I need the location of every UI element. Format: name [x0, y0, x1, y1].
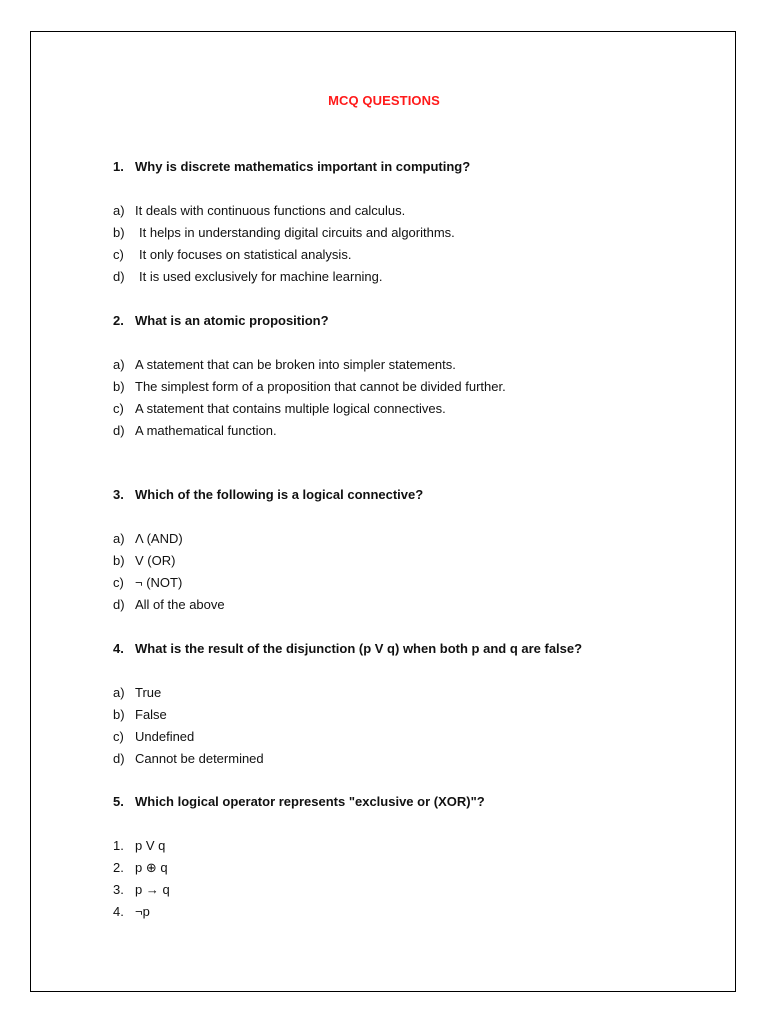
- option-text: p → q: [135, 882, 170, 897]
- option-label: c): [113, 247, 124, 262]
- page-title: MCQ QUESTIONS: [328, 93, 440, 108]
- option-text: False: [135, 707, 167, 722]
- option-text: Cannot be determined: [135, 751, 264, 766]
- option-label: a): [113, 531, 125, 546]
- option-text: A statement that contains multiple logical connectives.: [135, 401, 446, 416]
- option-label: a): [113, 357, 125, 372]
- question-text: What is the result of the disjunction (p V q) when both p and q are false?: [135, 641, 583, 656]
- option-text: ¬ (NOT): [135, 575, 183, 590]
- question-number: 2.: [113, 313, 124, 328]
- option-text: ¬p: [135, 904, 150, 919]
- option-text: It deals with continuous functions and calculus.: [135, 203, 406, 218]
- option-label: 3.: [113, 882, 124, 897]
- option-text: A statement that can be broken into simpler statements.: [135, 357, 456, 372]
- option-label: d): [113, 423, 125, 438]
- option-label: c): [113, 401, 124, 416]
- option-label: c): [113, 575, 124, 590]
- option-label: b): [113, 707, 125, 722]
- option-label: 2.: [113, 860, 124, 875]
- option-label: b): [113, 553, 125, 568]
- option-label: d): [113, 751, 125, 766]
- option-label: b): [113, 379, 125, 394]
- question-text: What is an atomic proposition?: [135, 313, 329, 328]
- question-text: Which of the following is a logical connective?: [135, 487, 424, 502]
- question-text: Why is discrete mathematics important in computing?: [135, 159, 471, 174]
- option-label: a): [113, 203, 125, 218]
- option-text: Λ (AND): [135, 531, 183, 546]
- question-number: 5.: [113, 794, 124, 809]
- question-number: 3.: [113, 487, 124, 502]
- option-label: c): [113, 729, 124, 744]
- option-label: a): [113, 685, 125, 700]
- option-text: The simplest form of a proposition that cannot be divided further.: [135, 379, 506, 394]
- question-number: 4.: [113, 641, 124, 656]
- option-text: It only focuses on statistical analysis.: [139, 247, 352, 262]
- option-text: True: [135, 685, 162, 700]
- option-label: 1.: [113, 838, 124, 853]
- option-text: p V q: [135, 838, 166, 853]
- option-label: d): [113, 597, 125, 612]
- option-text: Undefined: [135, 729, 195, 744]
- question-text: Which logical operator represents "exclusive or (XOR)"?: [135, 794, 485, 809]
- option-text: It helps in understanding digital circuits and algorithms.: [139, 225, 455, 240]
- option-text: It is used exclusively for machine learning.: [139, 269, 383, 284]
- question-number: 1.: [113, 159, 124, 174]
- option-label: b): [113, 225, 125, 240]
- option-text: A mathematical function.: [135, 423, 277, 438]
- option-text: V (OR): [135, 553, 176, 568]
- option-text: All of the above: [135, 597, 225, 612]
- option-text: p ⊕ q: [135, 860, 168, 875]
- option-label: d): [113, 269, 125, 284]
- option-label: 4.: [113, 904, 124, 919]
